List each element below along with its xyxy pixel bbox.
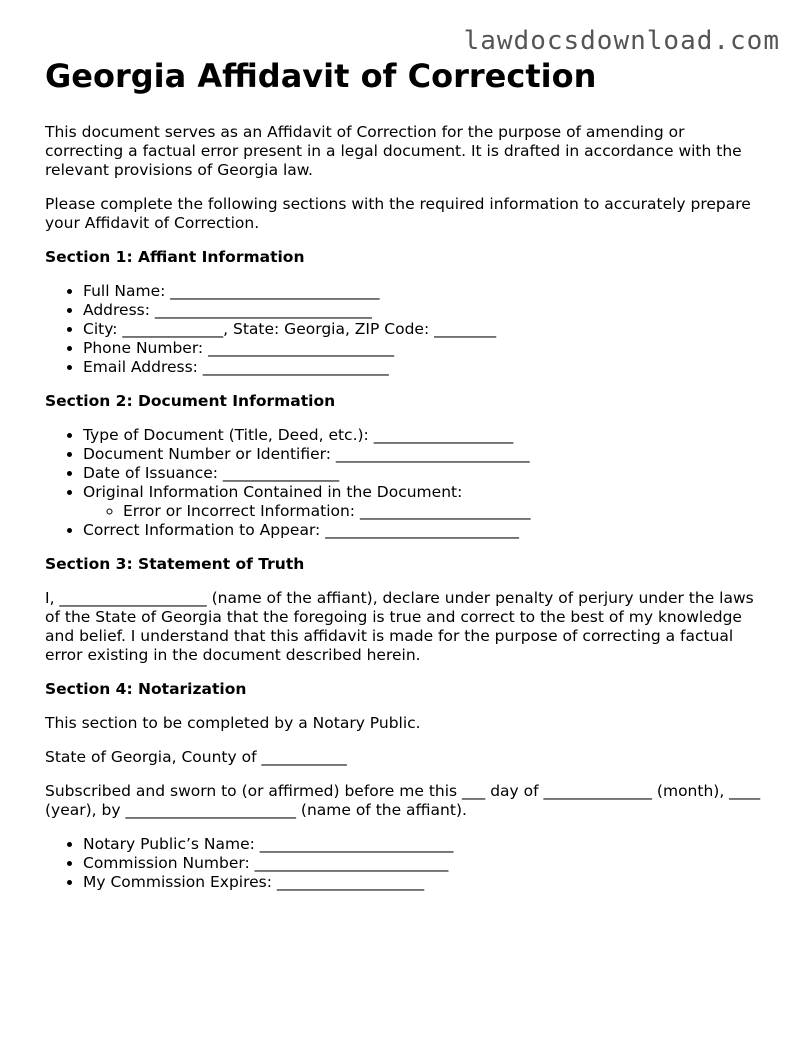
notary-intro-text: This section to be completed by a Notary Public. [45, 714, 421, 732]
address-field: • Address: ____________________________ [83, 301, 765, 320]
document-page [45, 54, 765, 907]
date-of-issuance-field: • Date of Issuance: _______________ [83, 464, 765, 483]
original-information-label: Original Information Contained in the Document: [83, 483, 463, 501]
affiant-info-list [45, 282, 765, 377]
notary-name-field: • Notary Public’s Name: _________________________ [83, 835, 765, 854]
original-information-item [83, 483, 765, 521]
original-information-sublist [83, 502, 765, 521]
document-type-field: • Type of Document (Title, Deed, etc.): __________________ [83, 426, 765, 445]
section-1-heading: Section 1: Affiant Information [45, 248, 305, 266]
statement-of-truth-text: I, ___________________ (name of the affiant), declare under penalty of perjury under the laws of the State of Georgia that the foregoing is true and correct to the best of my knowledge and belief. I understand that this affidavit is made for the purpose of correcting a factual error existing in the document described herein. [45, 589, 754, 664]
correct-information-field: • Correct Information to Appear: _________________________ [83, 521, 765, 540]
section-3-heading: Section 3: Statement of Truth [45, 555, 305, 573]
phone-number-field: • Phone Number: ________________________ [83, 339, 765, 358]
intro-paragraph: This document serves as an Affidavit of Correction for the purpose of amending or correcting a factual error present in a legal document. It is drafted in accordance with the relevant provisions of Georgia law. [45, 123, 742, 179]
section-4-heading: Section 4: Notarization [45, 680, 247, 698]
notary-info-list [45, 835, 765, 892]
instructions-paragraph: Please complete the following sections with the required information to accurately prepare your Affidavit of Correction. [45, 195, 751, 232]
page-title: Georgia Affidavit of Correction [45, 57, 597, 95]
city-state-zip-field: • City: _____________, State: Georgia, ZIP Code: ________ [83, 320, 765, 339]
full-name-field: • Full Name: ___________________________ [83, 282, 765, 301]
watermark: lawdocsdownload.com [463, 26, 780, 56]
sworn-statement: Subscribed and sworn to (or affirmed) before me this ___ day of ______________ (month), ____ (year), by ______________________ (name of the affiant). [45, 782, 761, 819]
error-information-field: ◦ Error or Incorrect Information: ______________________ [123, 502, 765, 521]
county-line: State of Georgia, County of ___________ [45, 748, 347, 766]
commission-expires-field: • My Commission Expires: ___________________ [83, 873, 765, 892]
document-number-field: • Document Number or Identifier: _________________________ [83, 445, 765, 464]
email-address-field: • Email Address: ________________________ [83, 358, 765, 377]
section-2-heading: Section 2: Document Information [45, 392, 336, 410]
document-info-list [45, 426, 765, 540]
commission-number-field: • Commission Number: _________________________ [83, 854, 765, 873]
